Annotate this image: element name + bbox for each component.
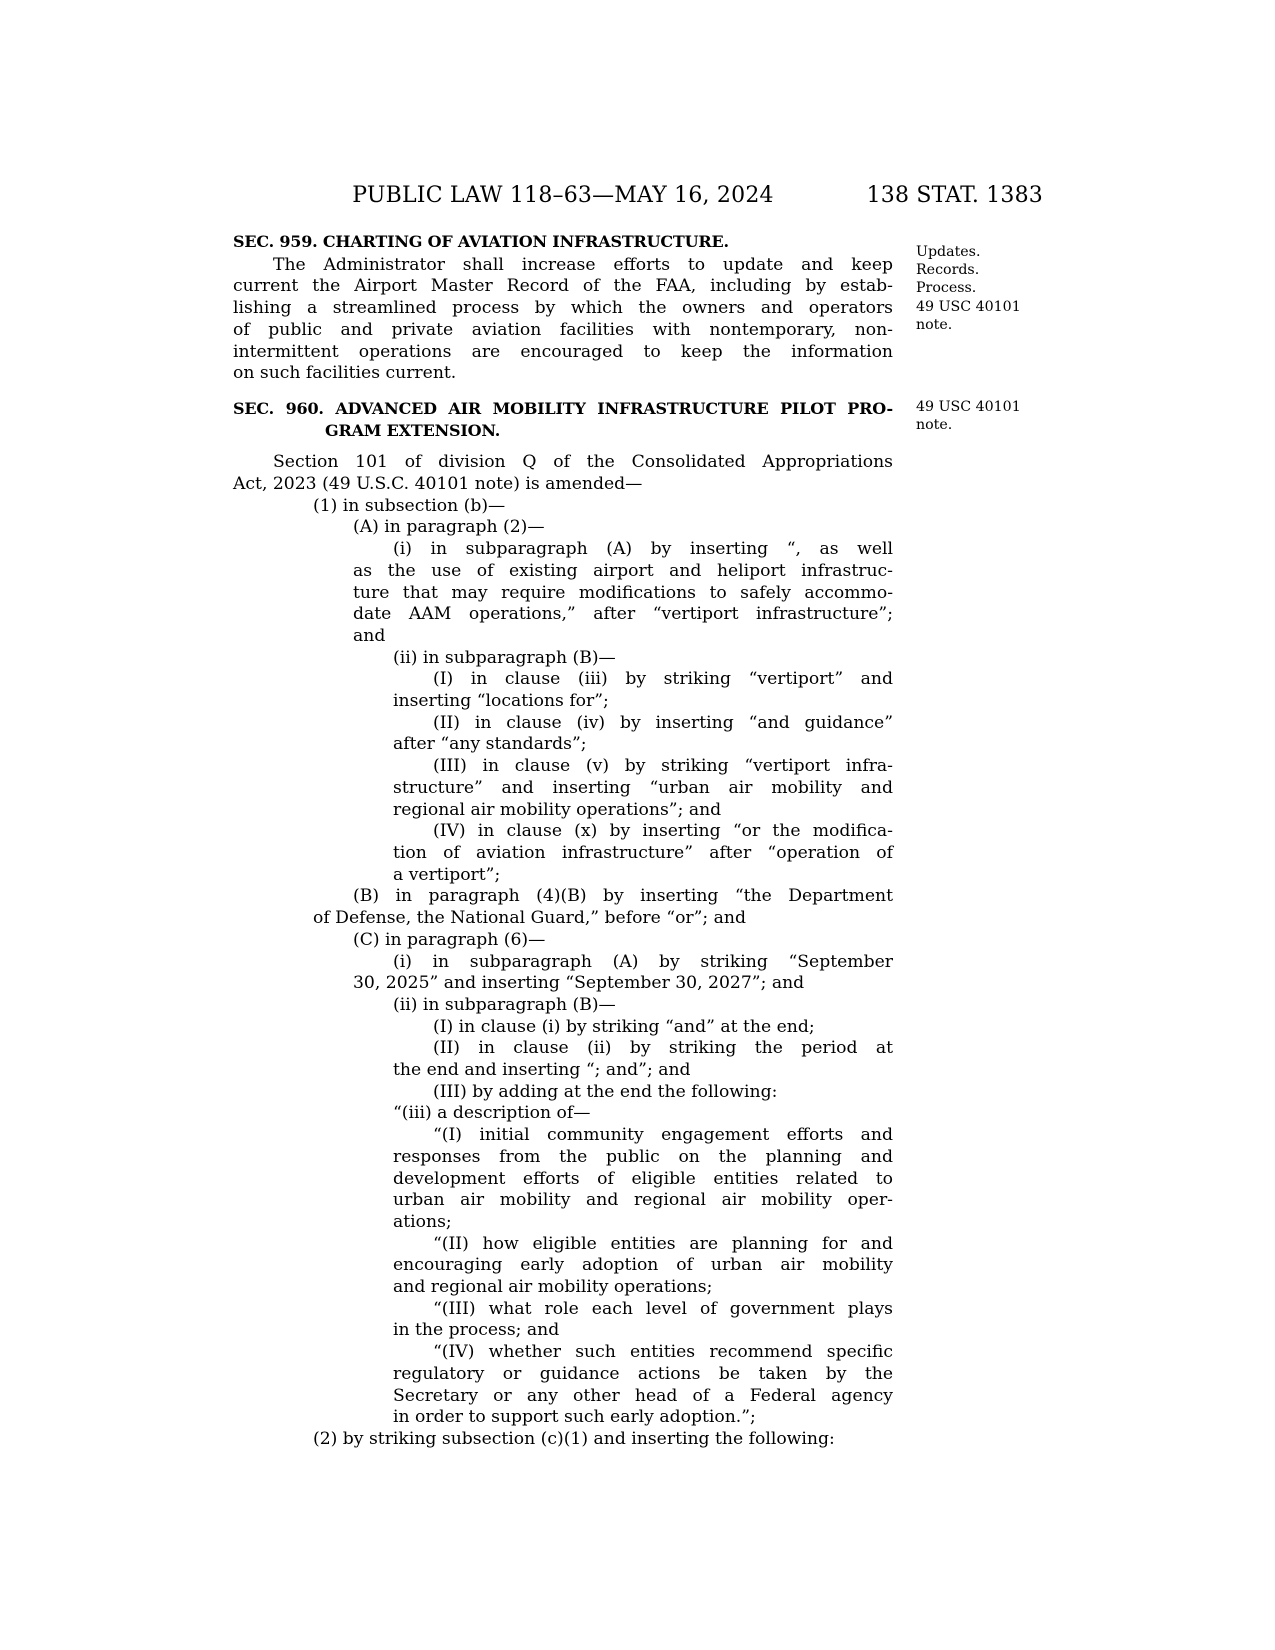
text-line: “(III) what role each level of government plays [433, 1298, 893, 1319]
text-line: (A) in paragraph (2)— [353, 517, 545, 538]
text-line: responses from the public on the planning and [393, 1146, 893, 1167]
text-line: as the use of existing airport and heliport infrastruc- [353, 560, 893, 581]
statute-paragraph [233, 1299, 893, 1342]
statute-paragraph [233, 255, 893, 385]
statute-paragraph [233, 1125, 893, 1234]
text-line: (2) by striking subsection (c)(1) and inserting the following: [313, 1428, 835, 1449]
text-line: Section 101 of division Q of the Consolidated Appropriations [273, 452, 893, 473]
text-line: regional air mobility operations”; and [393, 799, 722, 820]
text-line: 30, 2025” and inserting “September 30, 2027”; and [353, 973, 805, 994]
statute-paragraph [233, 995, 893, 1017]
text-line: “(I) initial community engagement efforts and [433, 1125, 893, 1146]
margin-note-line: note. [916, 417, 953, 434]
text-line: after “any standards”; [393, 734, 587, 755]
text-line: of Defense, the National Guard,” before “or”; and [313, 908, 746, 929]
text-line: The Administrator shall increase efforts to update and keep [273, 254, 893, 275]
statute-paragraph [233, 756, 893, 821]
text-line: (I) in clause (i) by striking “and” at the end; [433, 1016, 815, 1037]
margin-note-line: Updates. [916, 244, 981, 260]
statute-paragraph [233, 496, 893, 518]
text-line: (ii) in subparagraph (B)— [393, 647, 616, 668]
statute-paragraph [233, 669, 893, 712]
text-line: tion of aviation infrastructure” after “operation of [393, 842, 893, 863]
text-line: urban air mobility and regional air mobility oper- [393, 1190, 893, 1211]
statute-section [233, 231, 893, 385]
text-line: inserting “locations for”; [393, 691, 609, 712]
text-line: (i) in subparagraph (A) by striking “September [393, 951, 893, 972]
page-header-law-title: PUBLIC LAW 118–63—MAY 16, 2024 [352, 183, 774, 208]
text-line: encouraging early adoption of urban air mobility [393, 1255, 893, 1276]
statute-paragraph [233, 1038, 893, 1081]
text-line: (ii) in subparagraph (B)— [393, 994, 616, 1015]
margin-note [916, 398, 1066, 434]
text-line: on such facilities current. [233, 363, 457, 384]
section-heading [233, 398, 893, 441]
margin-note [916, 243, 1066, 334]
text-line: (C) in paragraph (6)— [353, 929, 546, 950]
statute-paragraph [233, 1103, 893, 1125]
text-line: (IV) in clause (x) by inserting “or the modifica- [433, 821, 893, 842]
text-line: “(IV) whether such entities recommend specific [433, 1342, 893, 1363]
statute-paragraph [233, 539, 893, 648]
statute-paragraph [233, 930, 893, 952]
statute-section [233, 398, 893, 1451]
section-body [233, 452, 893, 1450]
text-line: (II) in clause (iv) by inserting “and guidance” [433, 712, 893, 733]
text-line: Secretary or any other head of a Federal agency [393, 1385, 893, 1406]
text-line: “(II) how eligible entities are planning for and [433, 1233, 893, 1254]
text-line: structure” and inserting “urban air mobility and [393, 777, 893, 798]
statute-paragraph [233, 1342, 893, 1429]
margin-note-line: Process. [916, 280, 977, 297]
text-line: and regional air mobility operations; [393, 1277, 713, 1298]
statute-paragraph [233, 821, 893, 886]
margin-note-line: Records. [916, 262, 980, 279]
text-line: development efforts of eligible entities related to [393, 1168, 893, 1189]
margin-note-line: note. [916, 316, 953, 333]
section-body [233, 255, 893, 385]
text-line: date AAM operations,” after “vertiport infrastructure”; [353, 604, 893, 625]
statute-paragraph [233, 1429, 893, 1451]
text-line: (1) in subsection (b)— [313, 495, 506, 516]
statute-paragraph [233, 1082, 893, 1104]
text-line: in order to support such early adoption.”; [393, 1407, 756, 1428]
text-line: current the Airport Master Record of the FAA, including by estab- [233, 276, 893, 297]
statute-paragraph [233, 452, 893, 495]
text-line: Act, 2023 (49 U.S.C. 40101 note) is amended— [233, 474, 643, 495]
text-line: ations; [393, 1211, 452, 1232]
section-heading [233, 231, 893, 253]
text-line: (i) in subparagraph (A) by inserting “, as well [393, 539, 893, 560]
statute-paragraph [233, 952, 893, 995]
text-line: in the process; and [393, 1320, 560, 1341]
text-line: lishing a streamlined process by which the owners and operators [233, 298, 893, 319]
statute-paragraph [233, 648, 893, 670]
statute-paragraph [233, 713, 893, 756]
text-line: a vertiport”; [393, 864, 501, 885]
text-line: (III) by adding at the end the following: [433, 1081, 778, 1102]
text-line: the end and inserting “; and”; and [393, 1060, 691, 1081]
text-line: intermittent operations are encouraged to keep the information [233, 341, 893, 362]
text-line: and [353, 625, 386, 646]
statute-paragraph [233, 1017, 893, 1039]
text-line: (III) in clause (v) by striking “vertiport infra- [433, 756, 893, 777]
page-header-stat-number: 138 STAT. 1383 [866, 183, 1043, 208]
section-heading-line: SEC. 960. ADVANCED AIR MOBILITY INFRASTRUCTURE PILOT PRO- [233, 398, 893, 418]
margin-note-line: 49 USC 40101 [916, 298, 1021, 315]
statute-paragraph [233, 886, 893, 929]
section-heading-line: GRAM EXTENSION. [325, 420, 501, 440]
main-column [233, 231, 893, 1451]
text-line: (I) in clause (iii) by striking “vertiport” and [433, 669, 893, 690]
text-line: regulatory or guidance actions be taken by the [393, 1363, 893, 1384]
text-line: of public and private aviation facilities with nontemporary, non- [233, 319, 893, 340]
text-line: ture that may require modifications to safely accommo- [353, 582, 893, 603]
statute-paragraph [233, 1234, 893, 1299]
text-line: “(iii) a description of— [393, 1103, 591, 1124]
statute-paragraph [233, 517, 893, 539]
margin-note-line: 49 USC 40101 [916, 399, 1021, 415]
text-line: (B) in paragraph (4)(B) by inserting “the Department [353, 886, 893, 907]
text-line: (II) in clause (ii) by striking the period at [433, 1038, 893, 1059]
section-heading-line: SEC. 959. CHARTING OF AVIATION INFRASTRUCTURE. [233, 232, 729, 251]
